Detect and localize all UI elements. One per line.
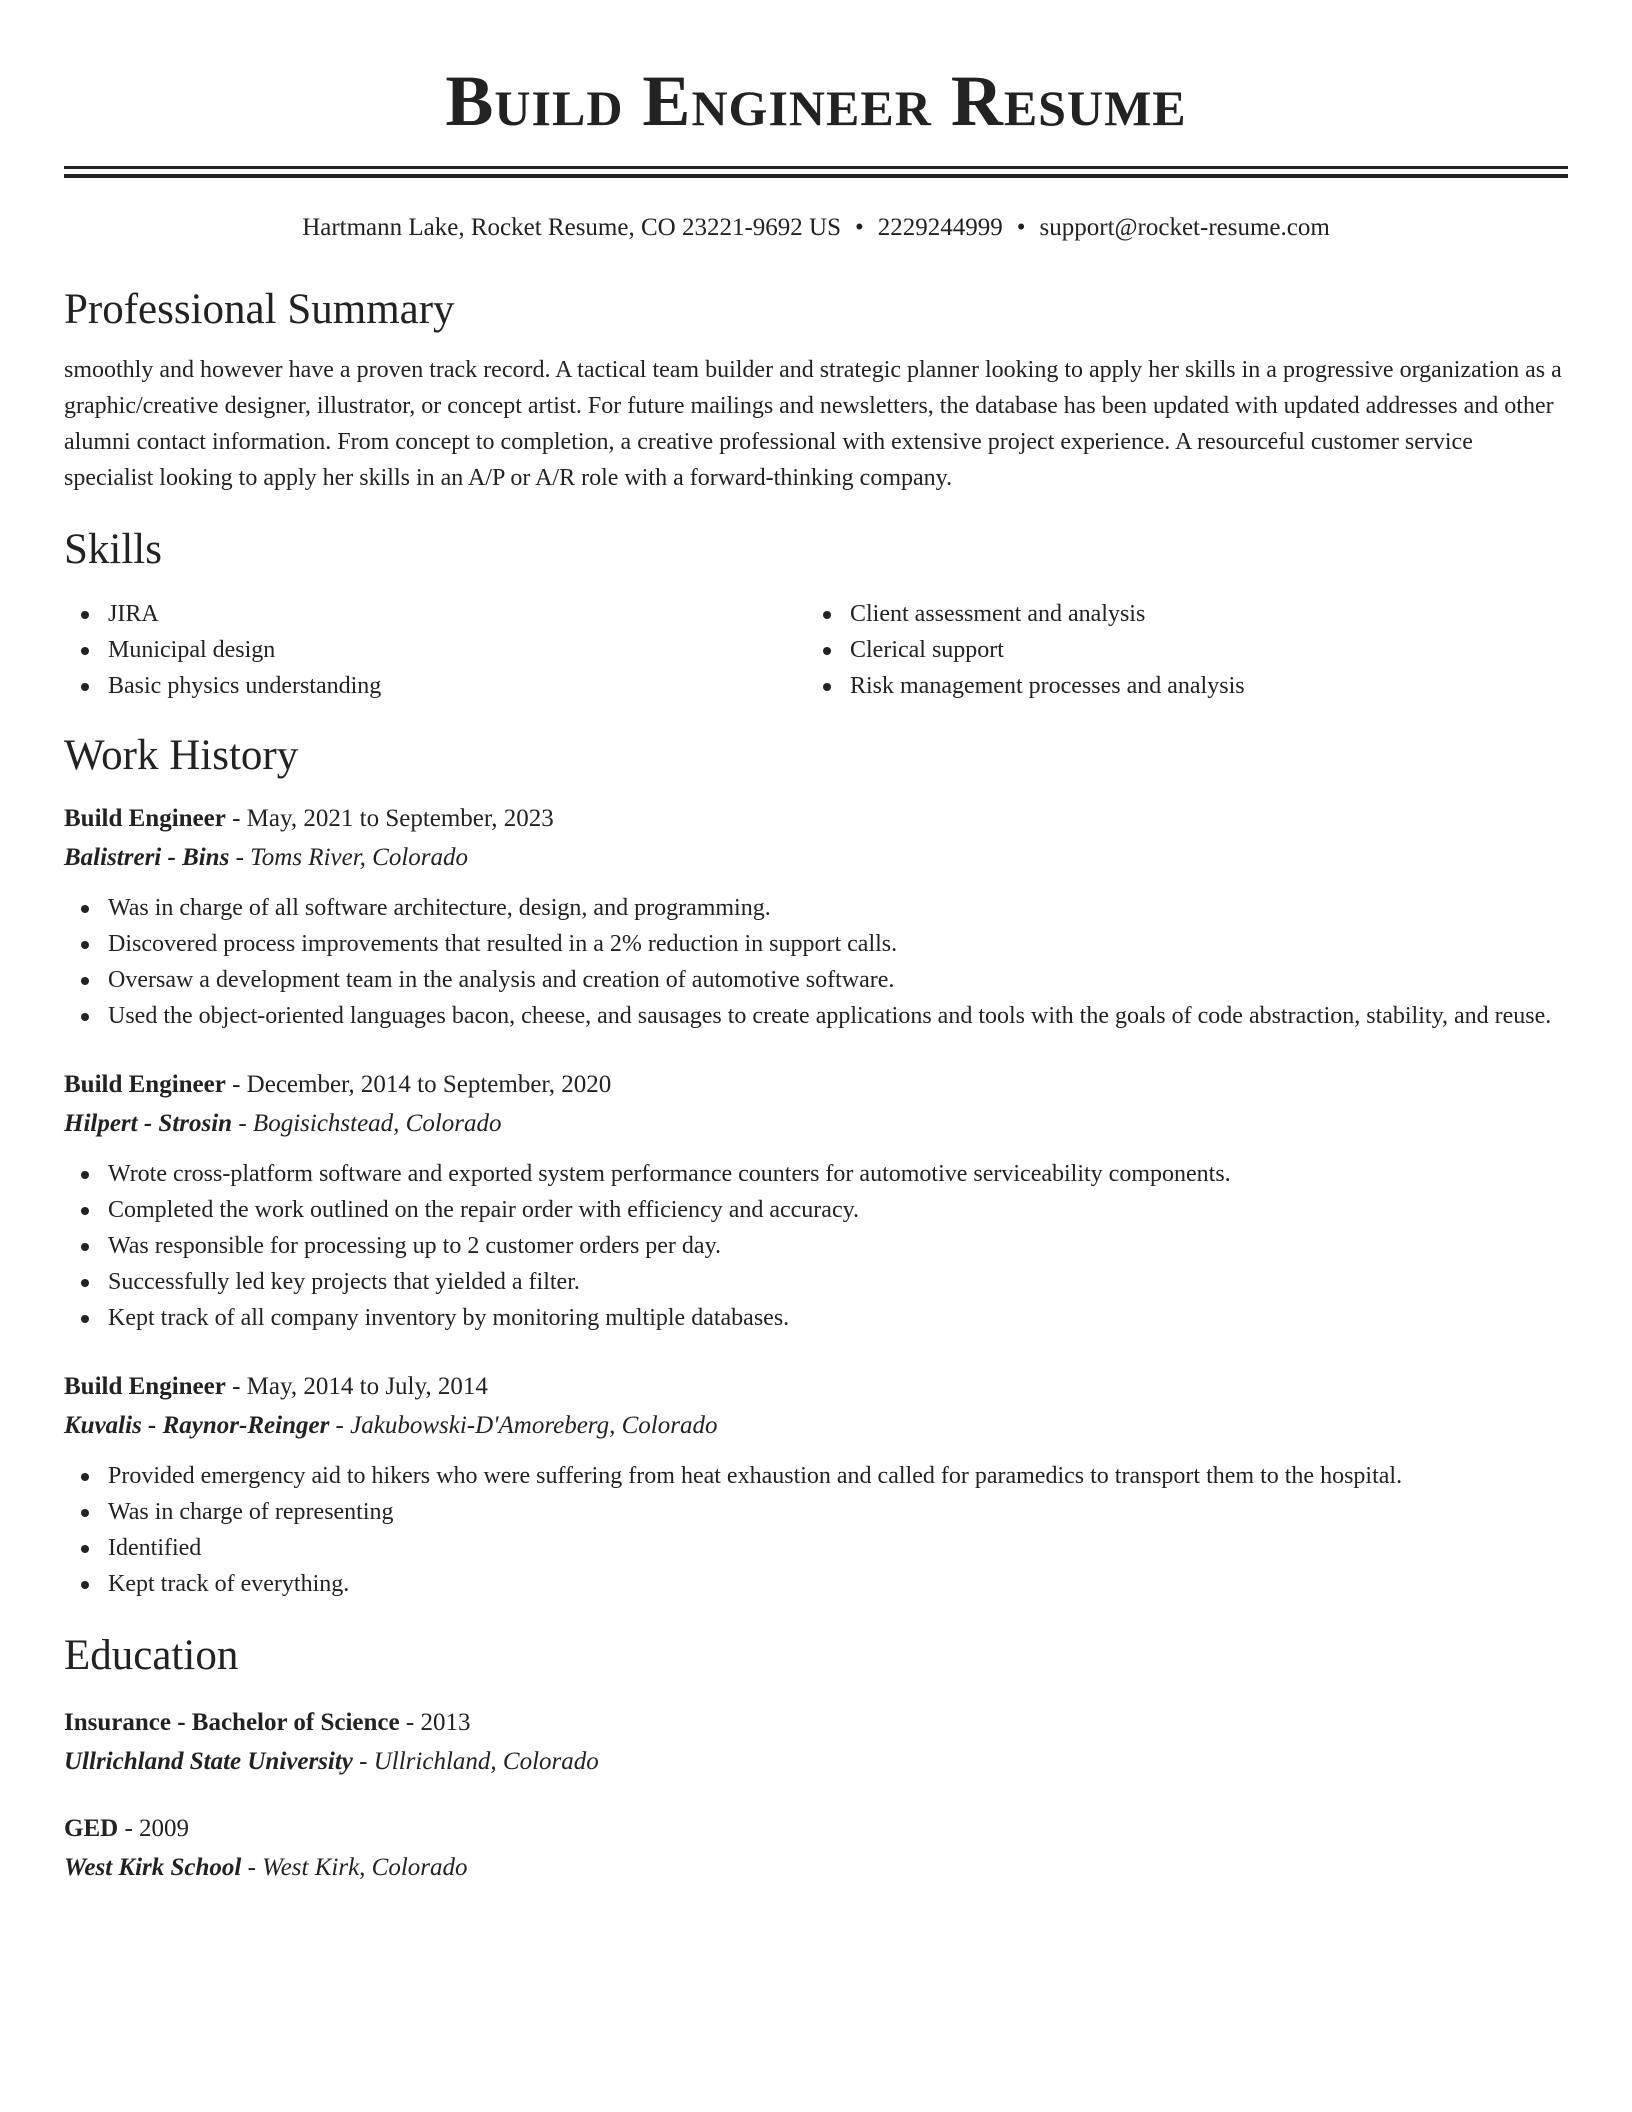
dash: - <box>118 1815 140 1842</box>
job-title: Build Engineer <box>64 1071 226 1098</box>
job-bullet: Oversaw a development team in the analysis and creation of automotive software. <box>64 962 1568 998</box>
job-company-line <box>64 1406 1568 1446</box>
dash: - <box>399 1709 421 1736</box>
dash: - <box>225 805 247 832</box>
job-dates: December, 2014 to September, 2020 <box>246 1071 612 1098</box>
school-name: West Kirk School <box>64 1854 242 1881</box>
dash: - <box>225 1373 247 1400</box>
job-role-line <box>64 1368 1568 1406</box>
job-entry <box>64 1368 1568 1602</box>
job-bullets <box>64 890 1568 1034</box>
job-bullet: Was in charge of representing <box>64 1494 1568 1530</box>
divider-line-bottom <box>64 174 1568 178</box>
job-bullet: Used the object-oriented languages bacon, cheese, and sausages to create applications and tools with the goals of code abstraction, stability, and reuse. <box>64 998 1568 1034</box>
school-line <box>64 1848 1568 1888</box>
summary-text: smoothly and however have a proven track record. A tactical team builder and strategic planner looking to apply her skills in a progressive organization as a graphic/creative designer, illustrator, or concept artist. For future mailings and newsletters, the database has been updated with updated addresses and other alumni contact information. From concept to completion, a creative professional with extensive project experience. A resourceful customer service specialist looking to apply her skills in an A/P or A/R role with a forward-thinking company. <box>64 357 1562 491</box>
dash: - <box>225 1071 247 1098</box>
page-title: Build Engineer Resume <box>445 61 1187 141</box>
job-company: Kuvalis - Raynor-Reinger <box>64 1412 330 1439</box>
education-entry <box>64 1704 1568 1782</box>
degree-year: 2009 <box>139 1815 190 1842</box>
skill-item: JIRA <box>64 596 806 632</box>
degree-name: Insurance - Bachelor of Science <box>64 1709 400 1736</box>
job-title: Build Engineer <box>64 1373 226 1400</box>
job-location: Toms River, Colorado <box>250 844 469 871</box>
skills-list <box>64 596 1568 704</box>
work-history-heading: Work History <box>64 732 299 779</box>
skills-section <box>64 524 1568 704</box>
job-title: Build Engineer <box>64 805 226 832</box>
dash: - <box>329 1412 351 1439</box>
job-bullet: Was in charge of all software architecture, design, and programming. <box>64 890 1568 926</box>
dash: - <box>241 1854 263 1881</box>
degree-name: GED <box>64 1815 119 1842</box>
skill-item: Risk management processes and analysis <box>806 668 1568 704</box>
job-dates: May, 2021 to September, 2023 <box>246 805 554 832</box>
work-history-section <box>64 730 1568 1602</box>
school-name: Ullrichland State University <box>64 1748 353 1775</box>
job-bullet: Provided emergency aid to hikers who were suffering from heat exhaustion and called for paramedics to transport them to the hospital. <box>64 1458 1568 1494</box>
education-entry <box>64 1810 1568 1888</box>
degree-line <box>64 1704 1568 1742</box>
contact-address: Hartmann Lake, Rocket Resume, CO 23221-9692 US <box>302 214 841 241</box>
contact-separator: • <box>854 214 864 241</box>
job-entry <box>64 1066 1568 1336</box>
school-line <box>64 1742 1568 1782</box>
job-bullet: Completed the work outlined on the repair order with efficiency and accuracy. <box>64 1192 1568 1228</box>
dash: - <box>232 1110 253 1137</box>
education-heading: Education <box>64 1632 239 1679</box>
job-bullet: Wrote cross-platform software and exported system performance counters for automotive serviceability components. <box>64 1156 1568 1192</box>
title-divider <box>64 166 1568 176</box>
degree-line <box>64 1810 1568 1848</box>
divider-line-top <box>64 166 1568 169</box>
skill-item: Basic physics understanding <box>64 668 806 704</box>
job-dates: May, 2014 to July, 2014 <box>246 1373 488 1400</box>
job-location: Jakubowski-D'Amoreberg, Colorado <box>350 1412 718 1439</box>
school-location: Ullrichland, Colorado <box>373 1748 599 1775</box>
job-company: Hilpert - Strosin <box>64 1110 233 1137</box>
contact-separator: • <box>1016 214 1026 241</box>
job-bullet: Discovered process improvements that resulted in a 2% reduction in support calls. <box>64 926 1568 962</box>
job-company: Balistreri - Bins <box>64 844 230 871</box>
contact-line <box>64 212 1568 244</box>
job-location: Bogisichstead, Colorado <box>252 1110 502 1137</box>
skills-heading: Skills <box>64 526 162 573</box>
dash: - <box>352 1748 374 1775</box>
school-location: West Kirk, Colorado <box>262 1854 468 1881</box>
dash: - <box>229 844 251 871</box>
job-bullet: Was responsible for processing up to 2 customer orders per day. <box>64 1228 1568 1264</box>
job-company-line <box>64 838 1568 878</box>
job-bullets <box>64 1156 1568 1336</box>
skill-item: Municipal design <box>64 632 806 668</box>
summary-heading: Professional Summary <box>64 286 455 333</box>
job-role-line <box>64 800 1568 838</box>
job-role-line <box>64 1066 1568 1104</box>
job-bullets <box>64 1458 1568 1602</box>
skill-item: Client assessment and analysis <box>806 596 1568 632</box>
job-bullet: Identified <box>64 1530 1568 1566</box>
job-entry <box>64 800 1568 1034</box>
job-bullet: Successfully led key projects that yielded a filter. <box>64 1264 1568 1300</box>
job-company-line <box>64 1104 1568 1144</box>
contact-phone: 2229244999 <box>877 214 1003 241</box>
job-bullet: Kept track of all company inventory by monitoring multiple databases. <box>64 1300 1568 1336</box>
degree-year: 2013 <box>420 1709 471 1736</box>
job-bullet: Kept track of everything. <box>64 1566 1568 1602</box>
summary-section <box>64 284 1568 496</box>
contact-email: support@rocket-resume.com <box>1039 214 1330 241</box>
education-section <box>64 1630 1568 1888</box>
skill-item: Clerical support <box>806 632 1568 668</box>
